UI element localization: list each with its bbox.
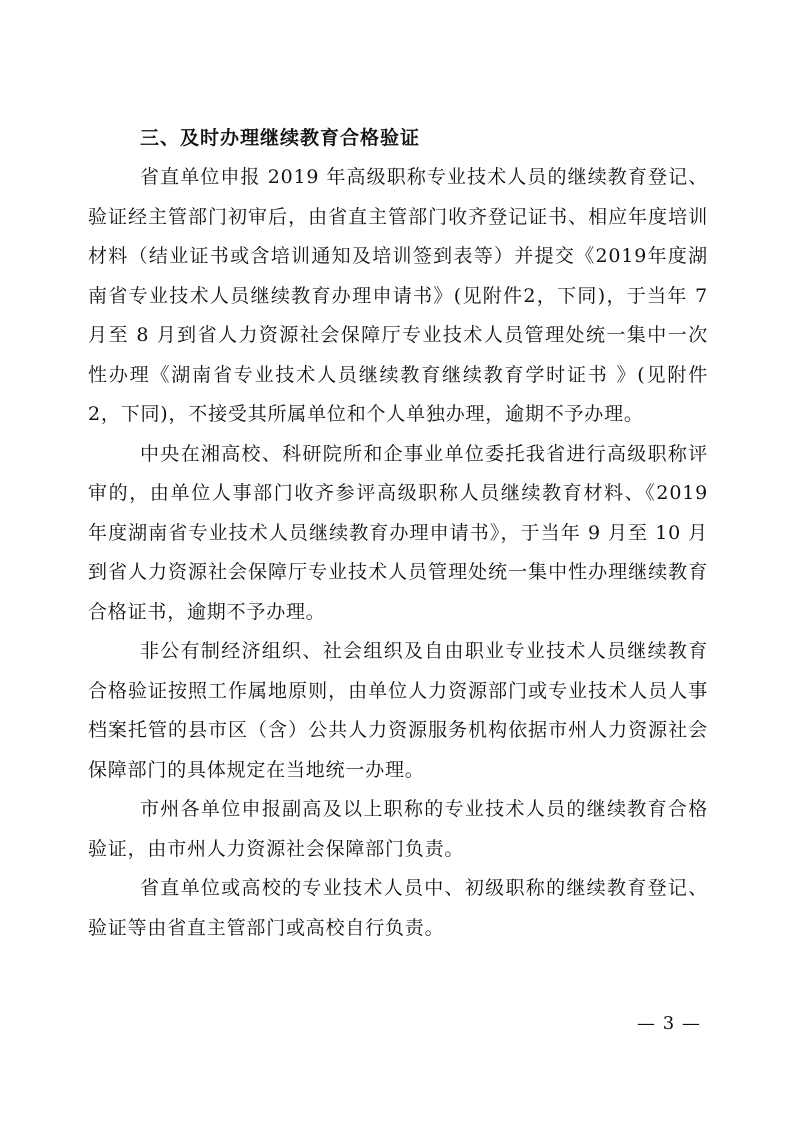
section-heading: 三、及时办理继续教育合格验证 <box>140 127 421 149</box>
page-number: — 3 — <box>637 1013 701 1034</box>
paragraph-non-public-organizations: 非公有制经济组织、社会组织及自由职业专业技术人员继续教育合格验证按照工作属地原则，由单位人力资源部门或专业技术人员人事档案托管的县市区（含）公共人力资源服务机构依据市州人力资源社会保障部门的具体规定在当地统一办理。 <box>88 640 708 781</box>
paragraph-central-institutions: 中央在湘高校、科研院所和企事业单位委托我省进行高级职称评审的，由单位人事部门收齐参评高级职称人员继续教育材料、《2019 年度湖南省专业技术人员继续教育办理申请书》，于当年 9 月至 10 月到省人力资源社会保障厅专业技术人员管理处统一集中性办理继续教育合格证书，逾期不予办理。 <box>88 442 708 623</box>
document-body <box>88 118 708 948</box>
paragraph-city-units: 市州各单位申报副高及以上职称的专业技术人员的继续教育合格验证，由市州人力资源社会保障部门负责。 <box>88 798 708 860</box>
paragraph-junior-titles: 省直单位或高校的专业技术人员中、初级职称的继续教育登记、验证等由省直主管部门或高校自行负责。 <box>88 877 708 939</box>
paragraph-provincial-units: 省直单位申报 2019 年高级职称专业技术人员的继续教育登记、验证经主管部门初审后，由省直主管部门收齐登记证书、相应年度培训材料（结业证书或含培训通知及培训签到表等）并提交《2019年度湖南省专业技术人员继续教育办理申请书》(见附件2，下同)，于当年 7 月至 8 月到省人力资源社会保障厅专业技术人员管理处统一集中一次性办理《湖南省专业技术人员继续教育继续教育学时证书 》(见附件 2，下同)，不接受其所属单位和个人单独办理，逾期不予办理。 <box>88 166 708 425</box>
